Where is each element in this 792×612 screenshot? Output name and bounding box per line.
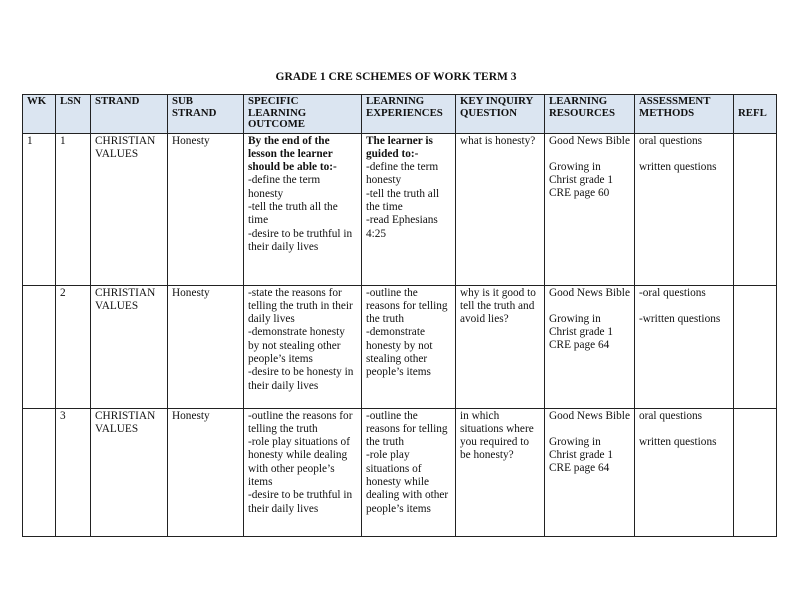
- outcome-intro: By the end of the lesson the learner should be able to:-: [248, 134, 337, 174]
- table-row: [23, 133, 777, 285]
- sub-strand-cell: [168, 133, 244, 285]
- question-cell: [456, 285, 545, 408]
- experiences-cell: [362, 408, 456, 536]
- assessment-item: written questions: [639, 160, 717, 173]
- wk-text: 1: [27, 134, 33, 147]
- resources-item: Growing in Christ grade 1 CRE page 64: [549, 435, 614, 475]
- week-cell: [23, 408, 56, 536]
- spacer: [549, 423, 630, 436]
- header-wk: WK: [23, 95, 56, 134]
- reflection-cell: [734, 133, 777, 285]
- assessment-item: written questions: [639, 435, 717, 448]
- spacer: [549, 148, 630, 161]
- resources-item: Good News Bible: [549, 134, 630, 147]
- resources-item: Growing in Christ grade 1 CRE page 60: [549, 160, 614, 200]
- experiences-cell: [362, 133, 456, 285]
- resources-cell: [545, 408, 635, 536]
- week-cell: [23, 285, 56, 408]
- lsn-text: 3: [60, 409, 66, 422]
- experiences-intro: The learner is guided to:-: [366, 134, 433, 160]
- table-row: [23, 285, 777, 408]
- header-row: [23, 95, 777, 134]
- outcome-cell: [244, 285, 362, 408]
- header-specific-learning-outcome: SPECIFIC LEARNING OUTCOME: [244, 95, 362, 134]
- header-strand: STRAND: [91, 95, 168, 134]
- assessment-item: oral questions: [639, 409, 703, 422]
- question-text: what is honesty?: [460, 134, 536, 147]
- spacer: [549, 300, 630, 313]
- spacer: [639, 148, 729, 161]
- strand-text: CHRISTIAN VALUES: [95, 409, 156, 435]
- question-cell: [456, 408, 545, 536]
- sub-strand-cell: [168, 285, 244, 408]
- experiences-text: -outline the reasons for telling the truth -demonstrate honesty by not stealing other people’s items: [366, 286, 448, 379]
- assessment-item: -written questions: [639, 312, 721, 325]
- header-sub-strand: SUB STRAND: [168, 95, 244, 134]
- resources-item: Good News Bible: [549, 286, 630, 299]
- strand-cell: [91, 133, 168, 285]
- experiences-text: -outline the reasons for telling the truth -role play situations of honesty while dealing with other people’s items: [366, 409, 449, 515]
- reflection-cell: [734, 408, 777, 536]
- resources-item: Growing in Christ grade 1 CRE page 64: [549, 312, 614, 352]
- strand-text: CHRISTIAN VALUES: [95, 134, 156, 160]
- table-row: [23, 408, 777, 536]
- lesson-cell: [56, 285, 91, 408]
- spacer: [639, 423, 729, 436]
- question-text: in which situations where you required to be honesty?: [460, 409, 534, 462]
- strand-text: CHRISTIAN VALUES: [95, 286, 156, 312]
- resources-cell: [545, 285, 635, 408]
- spacer: [639, 300, 729, 313]
- header-key-inquiry-question: KEY INQUIRY QUESTION: [456, 95, 545, 134]
- reflection-cell: [734, 285, 777, 408]
- sub_strand-text: Honesty: [172, 286, 210, 299]
- assessment-cell: [635, 285, 734, 408]
- outcome-cell: [244, 133, 362, 285]
- sub-strand-cell: [168, 408, 244, 536]
- resources-item: Good News Bible: [549, 409, 630, 422]
- week-cell: [23, 133, 56, 285]
- experiences-text: -define the term honesty -tell the truth all the time -read Ephesians 4:25: [366, 161, 440, 240]
- lsn-text: 2: [60, 286, 66, 299]
- outcome-text: -define the term honesty -tell the truth all the time -desire to be truthful in their daily lives: [248, 174, 353, 253]
- header-reflection: REFL: [734, 95, 777, 134]
- strand-cell: [91, 408, 168, 536]
- outcome-cell: [244, 408, 362, 536]
- sub_strand-text: Honesty: [172, 134, 210, 147]
- strand-cell: [91, 285, 168, 408]
- assessment-item: oral questions: [639, 134, 703, 147]
- assessment-cell: [635, 408, 734, 536]
- header-lsn: LSN: [56, 95, 91, 134]
- outcome-text: -state the reasons for telling the truth in their daily lives -demonstrate honesty by not stealing other people’s items -desire to be honesty in their daily lives: [248, 286, 354, 392]
- schemes-of-work-table: [22, 94, 777, 537]
- sub_strand-text: Honesty: [172, 409, 210, 422]
- header-learning-resources: LEARNING RESOURCES: [545, 95, 635, 134]
- lsn-text: 1: [60, 134, 66, 147]
- experiences-cell: [362, 285, 456, 408]
- lesson-cell: [56, 408, 91, 536]
- assessment-item: -oral questions: [639, 286, 706, 299]
- assessment-cell: [635, 133, 734, 285]
- outcome-text: -outline the reasons for telling the truth -role play situations of honesty while dealing with other people’s items -desire to be truthful in their daily lives: [248, 409, 353, 515]
- lesson-cell: [56, 133, 91, 285]
- resources-cell: [545, 133, 635, 285]
- question-cell: [456, 133, 545, 285]
- question-text: why is it good to tell the truth and avoid lies?: [460, 286, 536, 326]
- header-learning-experiences: LEARNING EXPERIENCES: [362, 95, 456, 134]
- header-assessment-methods: ASSESSMENT METHODS: [635, 95, 734, 134]
- document-title: GRADE 1 CRE SCHEMES OF WORK TERM 3: [275, 71, 517, 83]
